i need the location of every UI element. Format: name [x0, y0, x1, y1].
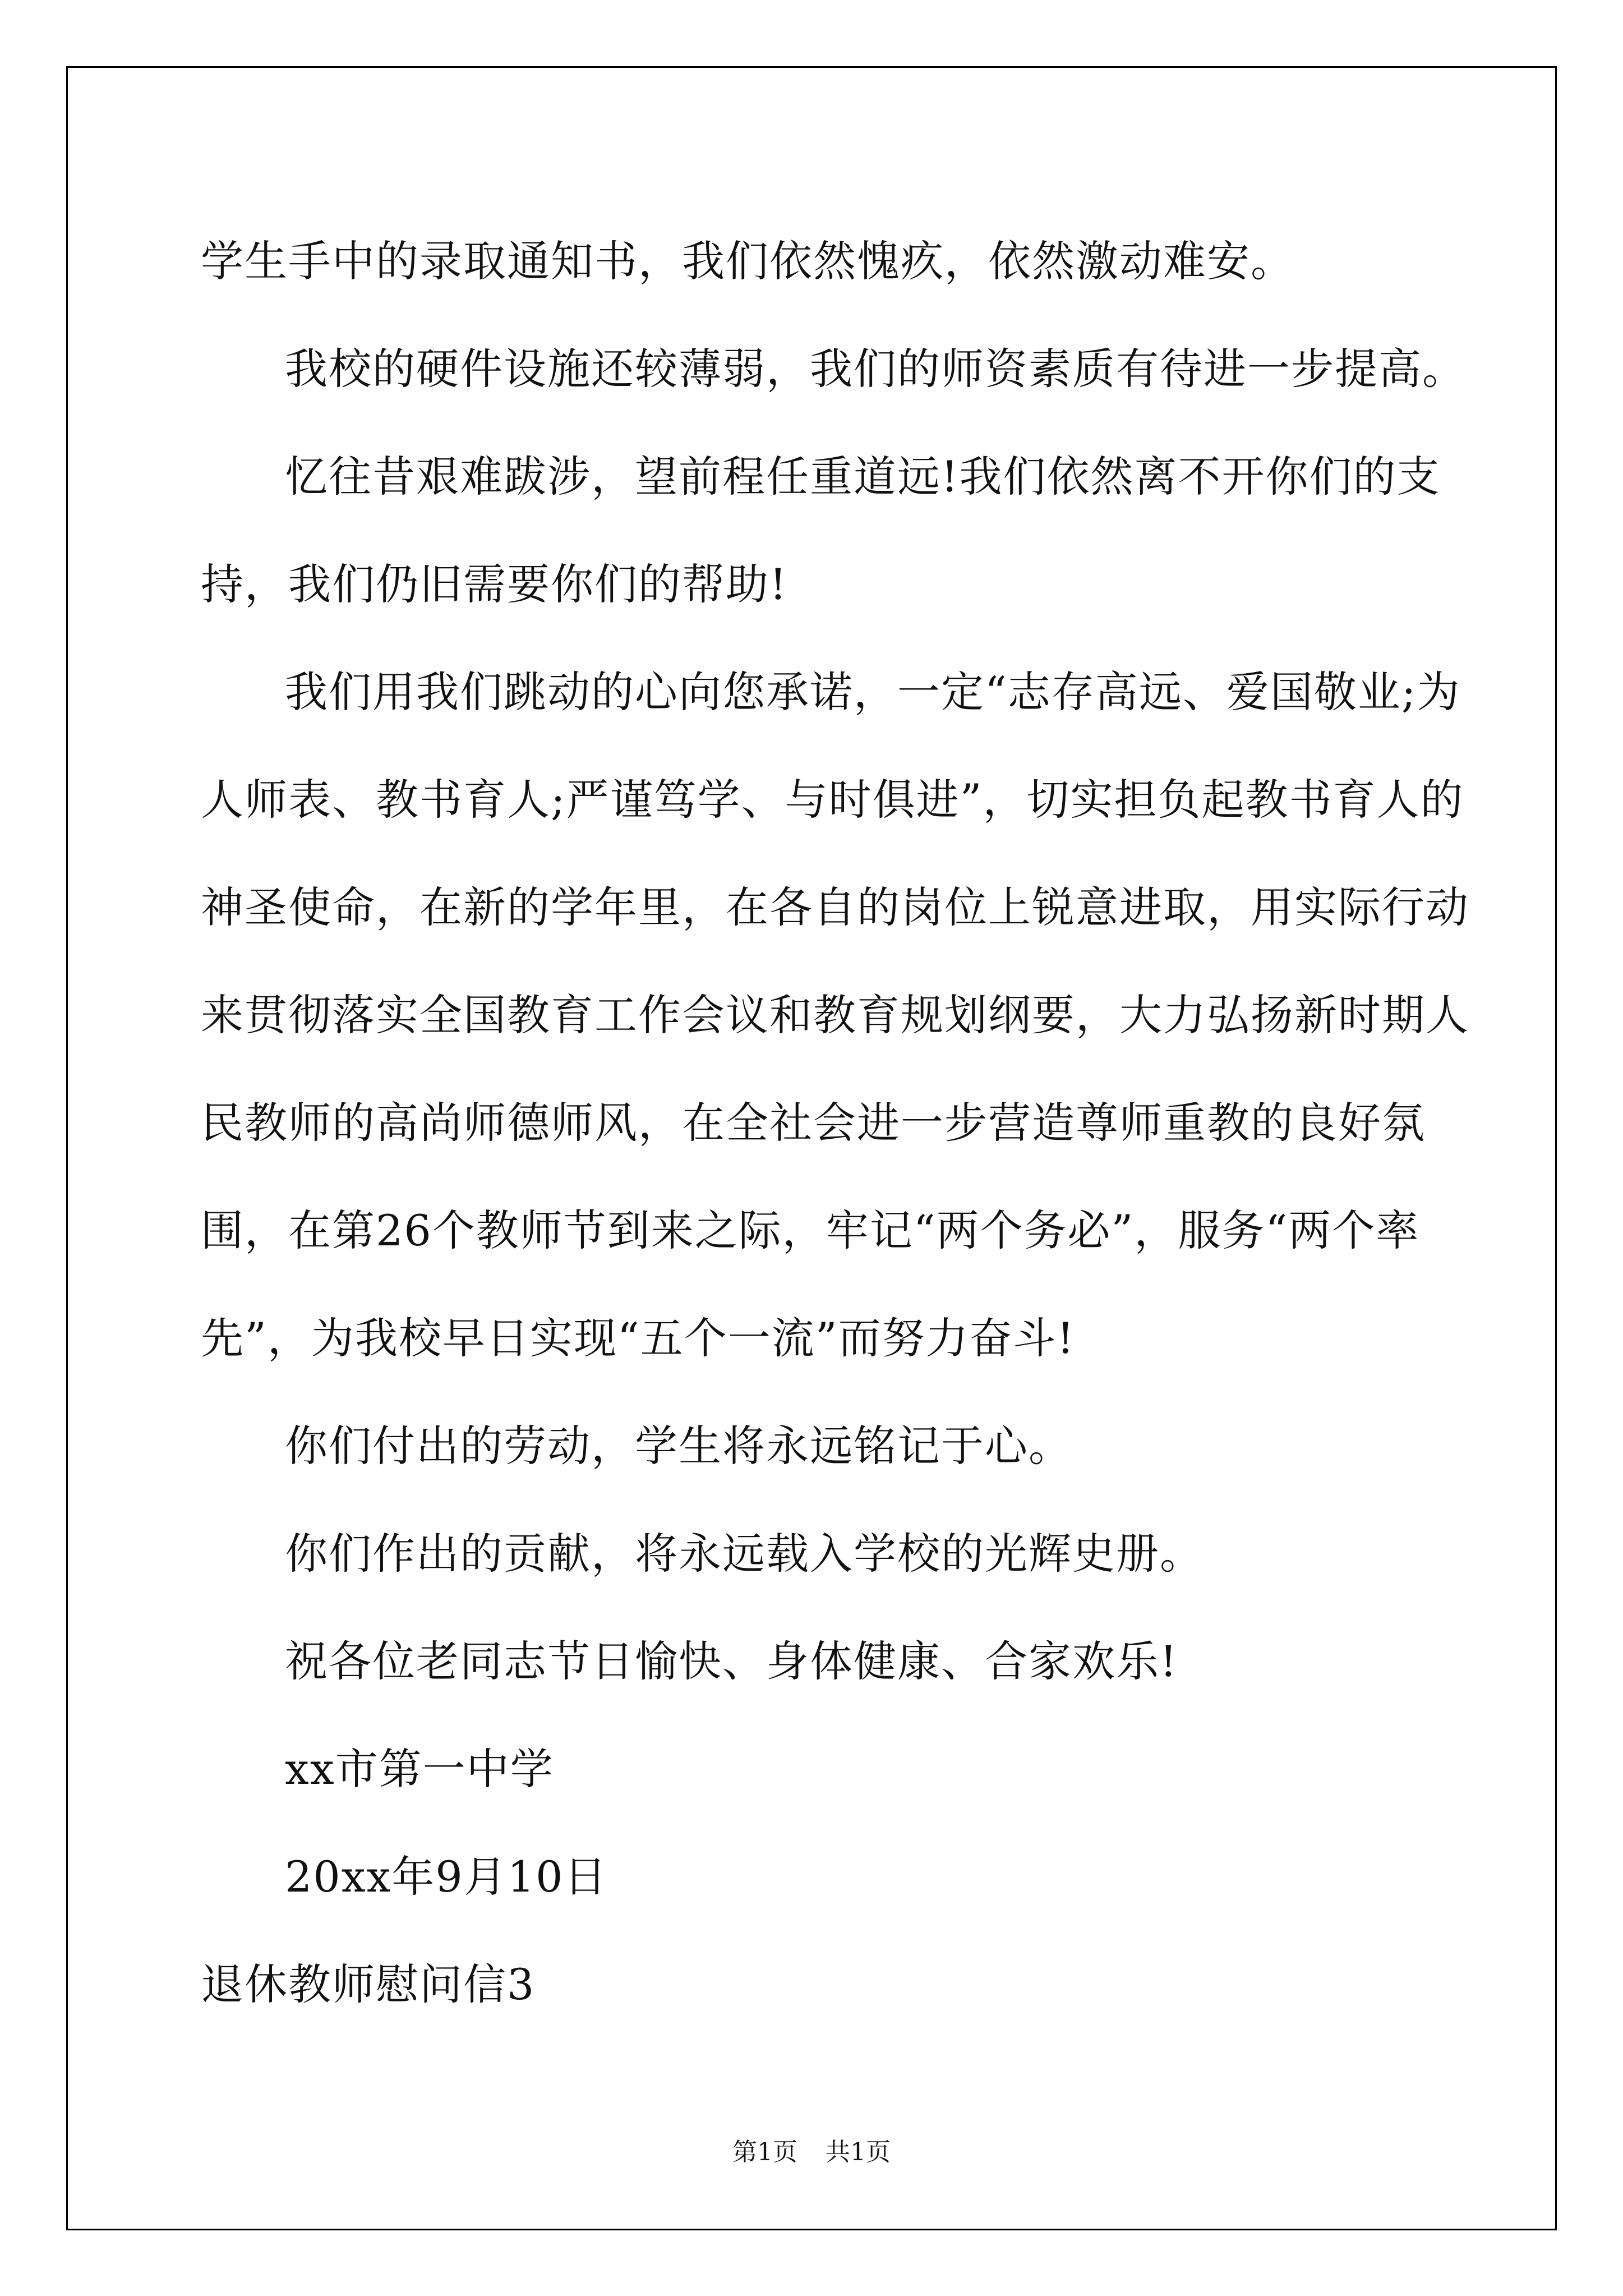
page-number: 第1页: [732, 2138, 797, 2166]
section-heading: 退休教师慰问信3: [201, 1959, 536, 2009]
paragraph-3: 忆往昔艰难跋涉，望前程任重道远!我们依然离不开你们的支持，我们仍旧需要你们的帮助!: [201, 452, 1441, 609]
paragraph-5: 你们付出的劳动，学生将永远铭记于心。: [285, 1421, 1072, 1471]
paragraph-4: 我们用我们跳动的心向您承诺，一定“志存高远、爱国敬业;为人师表、教书育人;严谨笃学、与时俱进”，切实担负起教书育人的神圣使命，在新的学年里，在各自的岗位上锐意进取，用实际行动来贯彻落实全国教育工作会议和教育规划纲要，大力弘扬新时期人民教师的高尚师德师风，在全社会进一步营造尊师重教的良好氛围，在第26个教师节到来之际，牢记“两个务必”，服务“两个率先”，为我校早日实现“五个一流”而努力奋斗!: [201, 667, 1469, 1363]
signature-school: xx市第一中学: [285, 1744, 554, 1794]
paragraph-1: 学生手中的录取通知书，我们依然愧疚，依然激动难安。: [201, 236, 1294, 286]
document-body: [201, 208, 1491, 2039]
paragraph-7: 祝各位老同志节日愉快、身体健康、合家欢乐!: [285, 1636, 1178, 1686]
paragraph-6: 你们作出的贡献，将永远载入学校的光辉史册。: [285, 1529, 1204, 1579]
page-total: 共1页: [826, 2138, 891, 2166]
signature-date: 20xx年9月10日: [285, 1852, 608, 1902]
paragraph-2: 我校的硬件设施还较薄弱，我们的师资素质有待进一步提高。: [285, 344, 1466, 394]
page-footer: [0, 2132, 1623, 2168]
